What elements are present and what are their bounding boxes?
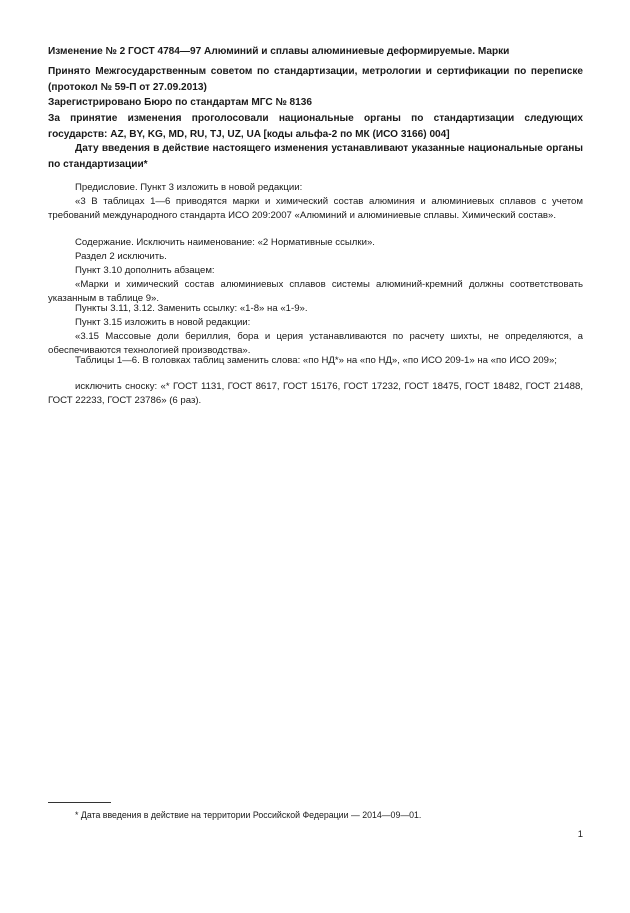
body-paragraph-9: «3.15 Массовые доли бериллия, бора и церия устанавливаются по расчету шихты, не определяются, а обеспечиваются технологией производства». xyxy=(48,331,583,357)
footnote: * Дата введения в действие на территории Российской Федерации — 2014—09—01. xyxy=(75,810,422,820)
registration-note: Зарегистрировано Бюро по стандартам МГС № 8136 xyxy=(48,97,312,108)
body-paragraph-8: Пункт 3.15 изложить в новой редакции: xyxy=(75,317,251,328)
body-paragraph-5: Пункт 3.10 дополнить абзацем: xyxy=(75,265,215,276)
body-paragraph-11: исключить сноску: «* ГОСТ 1131, ГОСТ 8617, ГОСТ 15176, ГОСТ 17232, ГОСТ 18475, ГОСТ 18482, ГОСТ 21488, ГОСТ 22233, ГОСТ 23786» (6 раз). xyxy=(48,381,583,407)
body-paragraph-6: «Марки и химический состав алюминиевых сплавов системы алюминий-кремний должны соответствовать указанным в таблице 9». xyxy=(48,279,583,305)
body-paragraph-7: Пункты 3.11, 3.12. Заменить ссылку: «1-8» на «1-9». xyxy=(75,303,308,314)
adoption-note: Принято Межгосударственным советом по стандартизации, метрологии и сертификации по переписке (протокол № 59-П от 27.09.2013) xyxy=(48,66,583,93)
footnote-separator xyxy=(48,802,111,803)
body-paragraph-1: Предисловие. Пункт 3 изложить в новой редакции: xyxy=(75,182,303,193)
body-paragraph-2: «3 В таблицах 1—6 приводятся марки и химический состав алюминия и алюминиевых сплавов с учетом требований международного стандарта ИСО 209:2007 «Алюминий и алюминиевые сплавы. Химический состав». xyxy=(48,196,583,222)
voting-states-note: За принятие изменения проголосовали национальные органы по стандартизации следующих государств: AZ, BY, KG, MD, RU, TJ, UZ, UA [коды альфа-2 по МК (ИСО 3166) 004] xyxy=(48,113,583,140)
body-paragraph-4: Раздел 2 исключить. xyxy=(75,251,167,262)
amendment-title: Изменение № 2 ГОСТ 4784—97 Алюминий и сплавы алюминиевые деформируемые. Марки xyxy=(48,46,510,57)
body-paragraph-3: Содержание. Исключить наименование: «2 Нормативные ссылки». xyxy=(75,237,375,248)
page-number: 1 xyxy=(577,829,583,840)
body-paragraph-10: Таблицы 1—6. В головках таблиц заменить слова: «по НД*» на «по НД», «по ИСО 209-1» на «по ИСО 209»; xyxy=(75,355,557,366)
effective-date-note: Дату введения в действие настоящего изменения устанавливают указанные национальные органы по стандартизации* xyxy=(48,143,583,170)
